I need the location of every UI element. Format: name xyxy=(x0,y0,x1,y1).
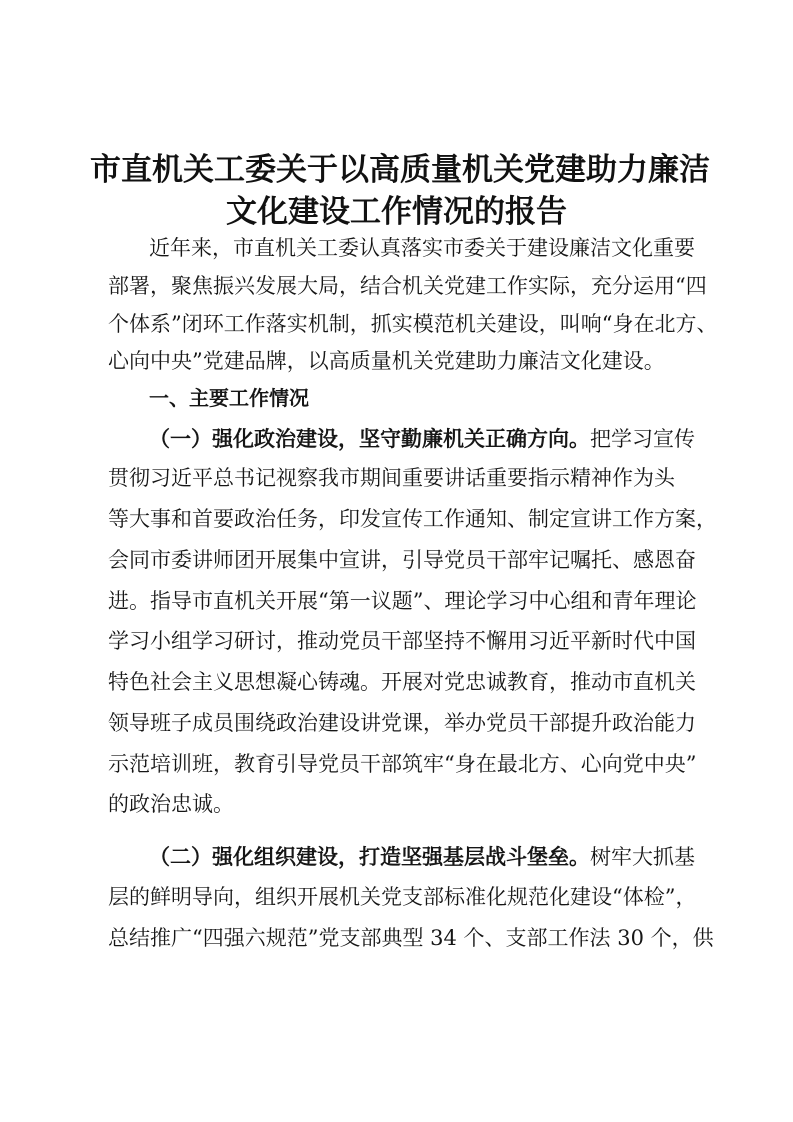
intro-line: 个体系”闭环工作落实机制，抓实模范机关建设，叫响“身在北方、 xyxy=(108,312,718,336)
intro-line: 心向中央”党建品牌，以高质量机关党建助力廉洁文化建设。 xyxy=(108,349,665,373)
section-heading: 一、主要工作情况 xyxy=(149,386,309,410)
item1-line: 会同市委讲师团开展集中宣讲，引导党员干部牢记嘱托、感恩奋 xyxy=(108,548,696,572)
item1-line: 的政治忠诚。 xyxy=(108,792,234,816)
item2-line: 层的鲜明导向，组织开展机关党支部标准化规范化建设“体检”， xyxy=(108,885,697,909)
item2-lead: （二）强化组织建设，打造坚强基层战斗堡垒。 xyxy=(149,844,590,869)
item1-lead: （一）强化政治建设，坚守勤廉机关正确方向。 xyxy=(149,426,590,451)
item1-line: 进。指导市直机关开展“第一议题”、理论学习中心组和青年理论 xyxy=(108,589,697,613)
document-title-line-2: 文化建设工作情况的报告 xyxy=(226,194,567,230)
item1-line: 贯彻习近平总书记视察我市期间重要讲话重要指示精神作为头 xyxy=(108,466,675,490)
item1-line: 等大事和首要政治任务，印发宣传工作通知、制定宣讲工作方案， xyxy=(108,507,717,531)
item1-line: 示范培训班，教育引导党员干部筑牢“身在最北方、心向党中央” xyxy=(108,752,697,776)
item1-line: 学习小组学习研讨，推动党员干部坚持不懈用习近平新时代中国 xyxy=(108,629,696,653)
item2-first-rest: 树牢大抓基 xyxy=(590,845,695,869)
item1-line: 特色社会主义思想凝心铸魂。开展对党忠诚教育，推动市直机关 xyxy=(108,670,696,694)
item1-first-rest: 把学习宣传 xyxy=(590,427,695,451)
item1-first-line xyxy=(149,424,739,454)
document-title-line-1: 市直机关工委关于以高质量机关党建助力廉洁 xyxy=(90,152,710,188)
intro-line: 部署，聚焦振兴发展大局，结合机关党建工作实际，充分运用“四 xyxy=(108,274,707,298)
intro-line: 近年来，市直机关工委认真落实市委关于建设廉洁文化重要 xyxy=(149,236,695,260)
item1-line: 领导班子成员围绕政治建设讲党课，举办党员干部提升政治能力 xyxy=(108,711,696,735)
item2-line: 总结推广“四强六规范”党支部典型 34 个、支部工作法 30 个，供 xyxy=(108,926,714,950)
item2-first-line xyxy=(149,842,739,872)
